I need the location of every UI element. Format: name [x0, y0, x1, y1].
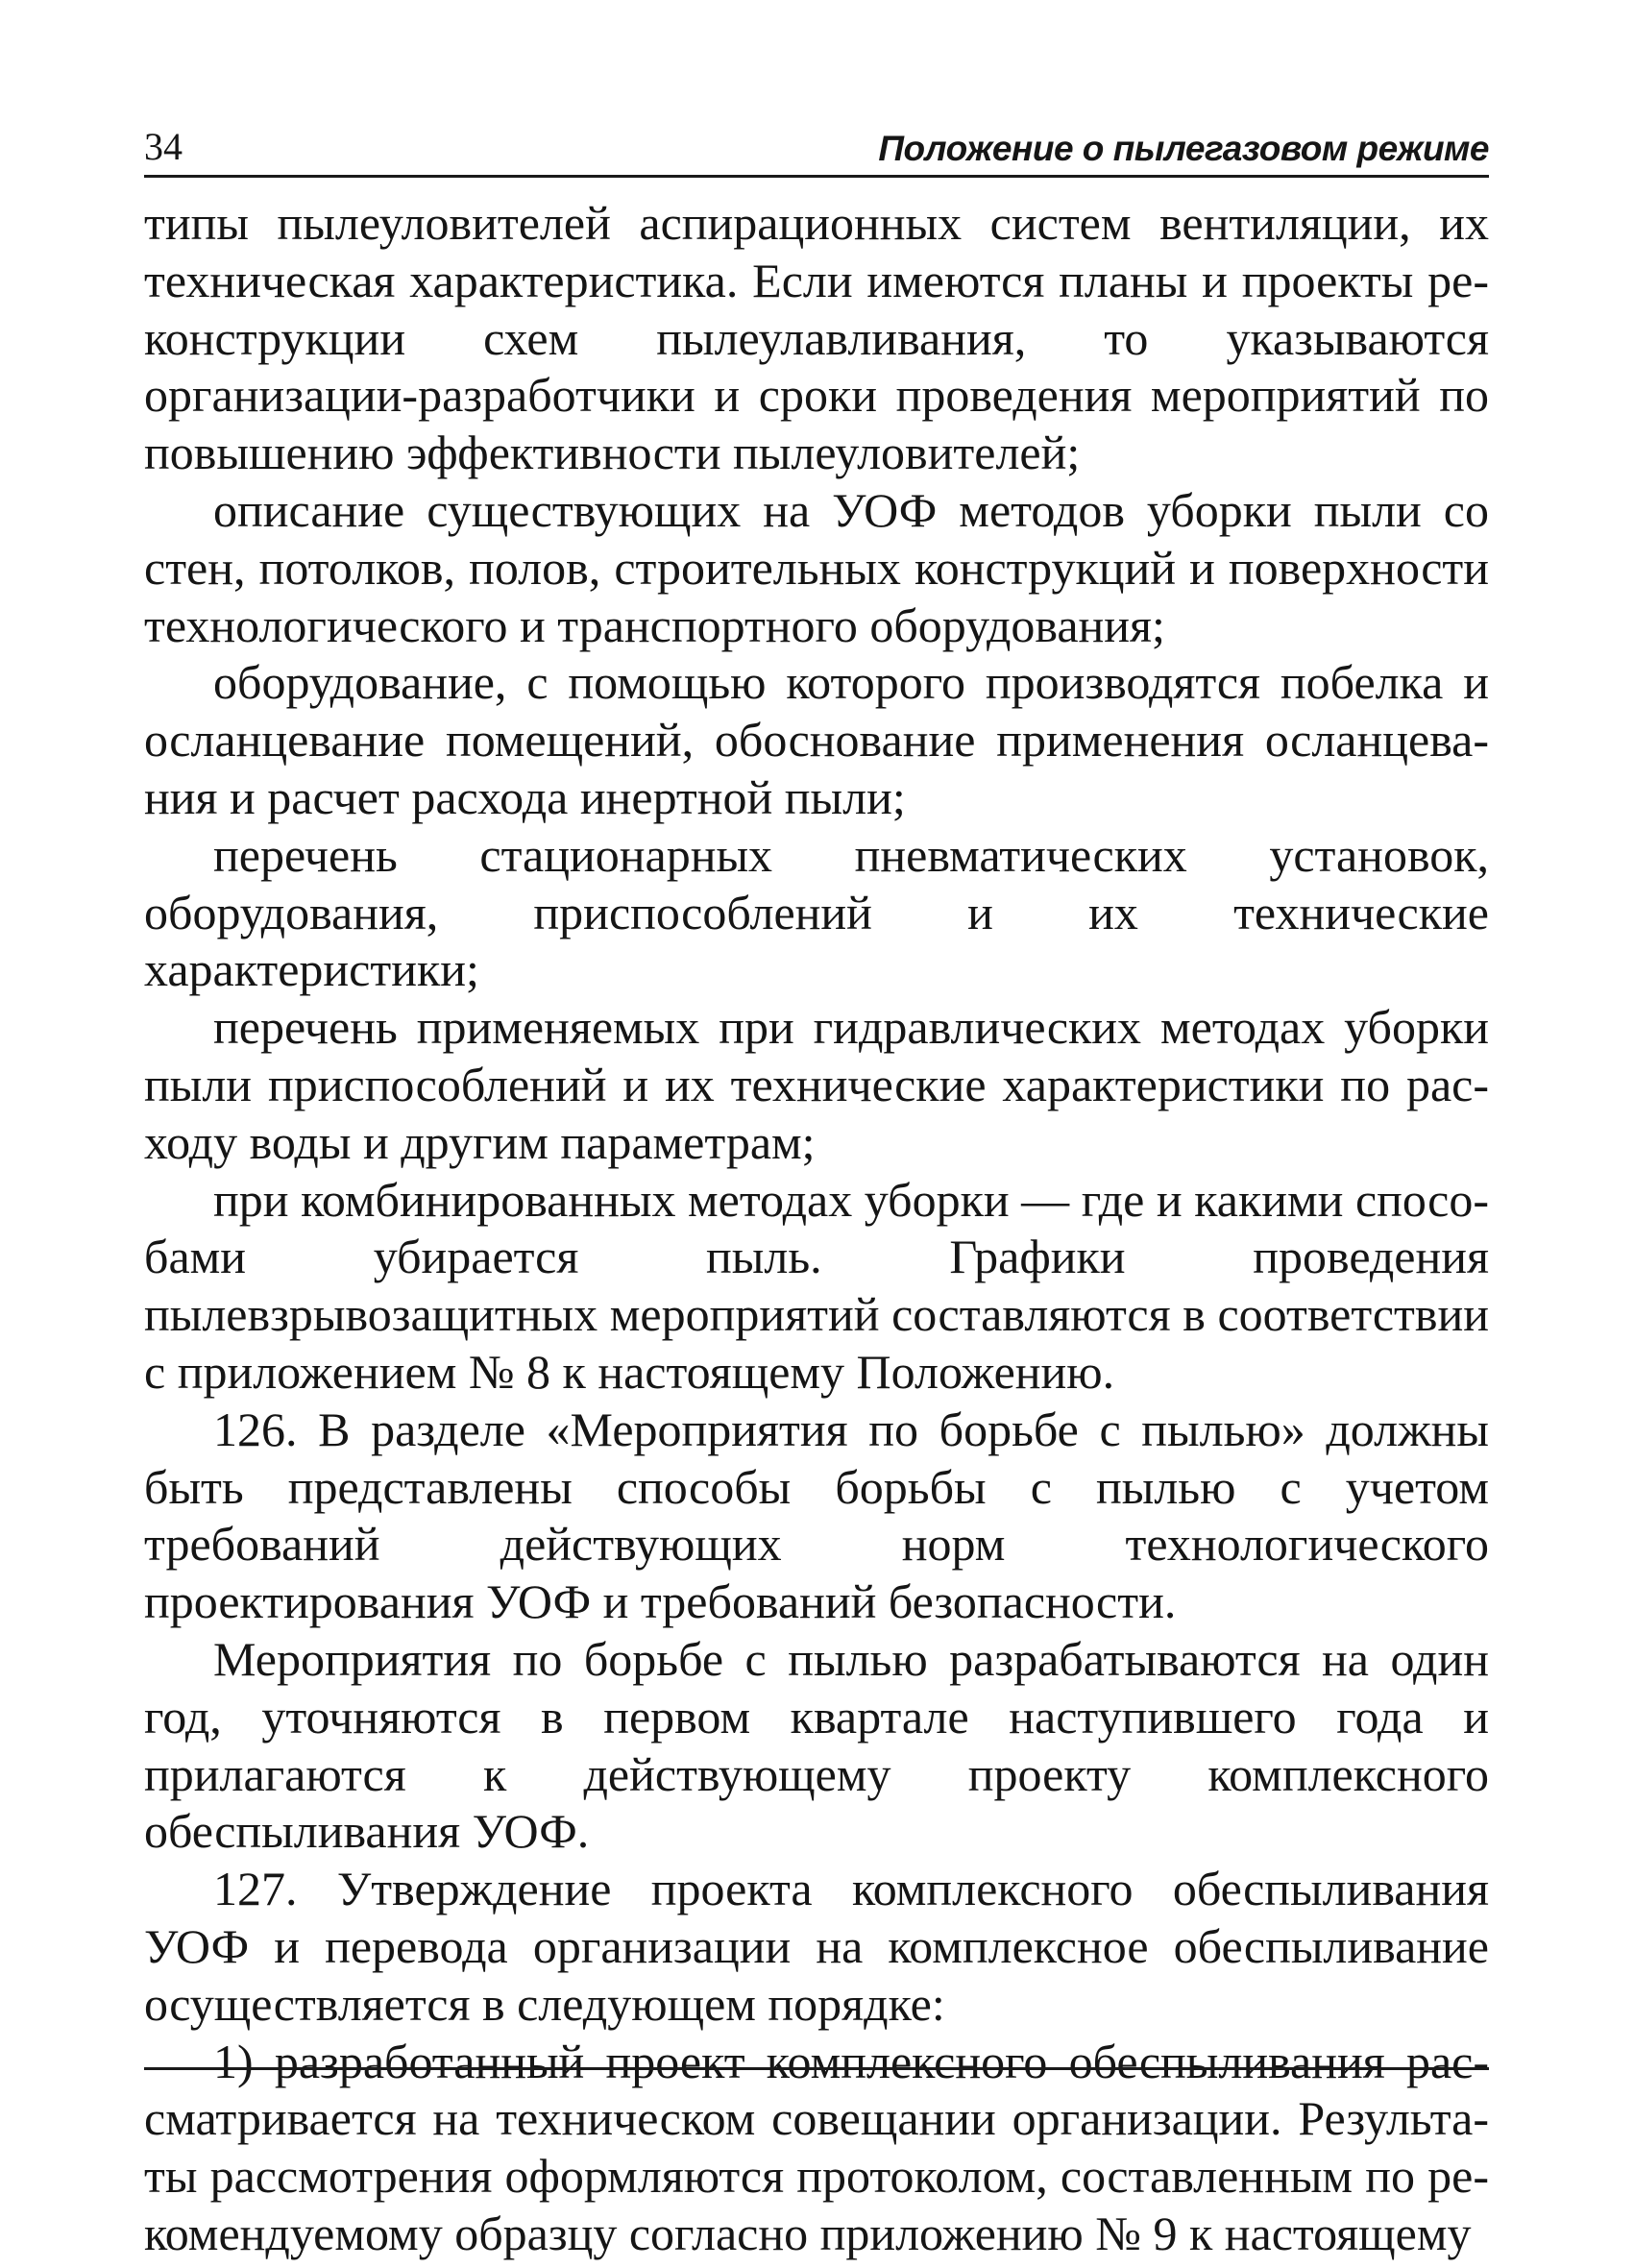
paragraph: Мероприятия по борьбе с пылью разрабатываются на один год, уточняются в первом квартале наступившего года и прилагаются к действующему проекту комплексного обеспыливания УОФ. [144, 1631, 1489, 1859]
page-number: 34 [144, 125, 183, 168]
paragraph: 127. Утверждение проекта комплексного обеспыливания УОФ и перевода организации на комплексное обеспыливание осуществляется в следующем порядке: [144, 1862, 1489, 2031]
paragraph: типы пылеуловителей аспирационных систем вентиляции, их техническая характеристика. Если имеются планы и проекты реконструкции схем пылеулавливания, то указываются организации-разработчики и сроки проведения мероприятий по повышению эффективности пылеуловителей; [144, 196, 1489, 480]
paragraph: 1) разработанный проект комплексного обеспыливания рассматривается на техническом совещании организации. Результаты рассмотрения оформляются протоколом, составленным по рекомендуемому образцу согласно приложению № 9 к настоящему [144, 2034, 1489, 2260]
body-text [144, 195, 1489, 2263]
paragraph: 126. В разделе «Мероприятия по борьбе с пылью» должны быть представлены способы борьбы с пылью с учетом требований действующих норм технологического проектирования УОФ и требований безопасности. [144, 1402, 1489, 1629]
paragraph: оборудование, с помощью которого производятся побелка и осланцевание помещений, обоснование применения осланцевания и расчет расхода инертной пыли; [144, 655, 1489, 824]
document-page [144, 115, 1489, 2260]
paragraph: описание существующих на УОФ методов уборки пыли со стен, потолков, полов, строительных конструкций и поверхности технологического и транспортного оборудования; [144, 482, 1489, 652]
paragraph: перечень применяемых при гидравлических методах уборки пыли приспособлений и их технические характеристики по расходу воды и другим параметрам; [144, 1000, 1489, 1169]
page-header [144, 115, 1489, 178]
footer-rule [144, 2067, 1489, 2070]
paragraph: при комбинированных методах уборки — где и какими способами убирается пыль. Графики проведения пылевзрывозащитных мероприятий составляются в соответствии с приложением № 8 к настоящему Положению. [144, 1172, 1489, 1399]
paragraph: перечень стационарных пневматических установок, оборудования, приспособлений и их технические характеристики; [144, 827, 1489, 997]
running-title: Положение о пылегазовом режиме [878, 129, 1489, 168]
